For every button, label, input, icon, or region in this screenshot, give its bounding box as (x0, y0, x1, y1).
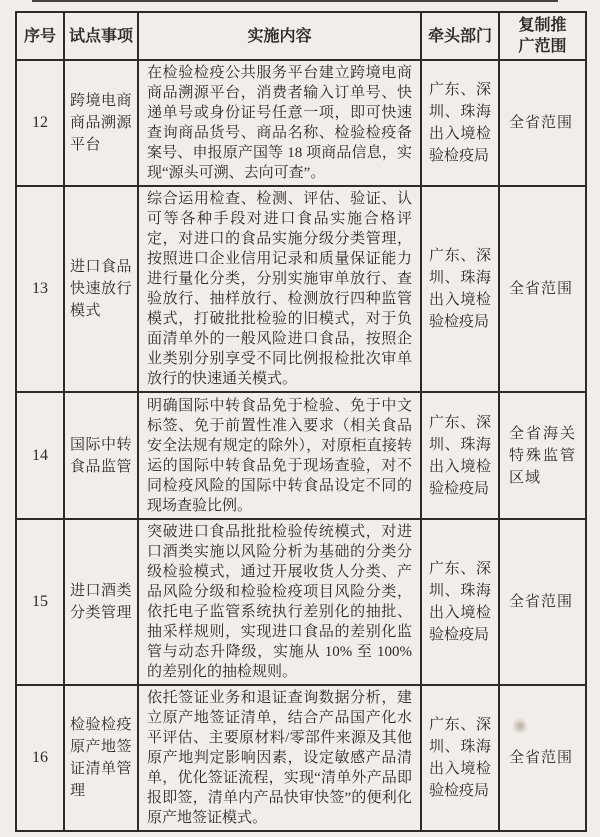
pilot-item-name: 跨境电商商品溯源平台 (64, 60, 138, 186)
col-header-scope: 复制推广范围 (499, 12, 586, 60)
replication-scope: 全省范围 (499, 186, 586, 392)
implementation-content: 在检验检疫公共服务平台建立跨境电商商品溯源平台，消费者输入订单号、快递单号或身份证号任意一项，即可快速查询商品货号、商品名称、检验检疫备案号、申报原产国等 18 项商品信息，实现“源头可溯、去向可查”。 (138, 60, 421, 186)
row-number: 12 (16, 60, 64, 186)
implementation-content: 突破进口食品批批检验传统模式，对进口酒类实施以风险分析为基础的分类分级检验模式，通过开展收货人分类、产品风险分级和检验检疫项目风险分类，依托电子监管系统执行差别化的抽批、抽采样规则，实现进口食品的差别化监管与动态升降级，实施从 10% 至 100% 的差别化的抽检规则。 (138, 519, 421, 685)
col-header-no: 序号 (16, 12, 64, 60)
pilot-item-name: 国际中转食品监管 (64, 392, 138, 519)
page-top-rule (32, 0, 558, 2)
pilot-item-name: 进口食品快速放行模式 (64, 186, 138, 392)
row-number: 14 (16, 392, 64, 519)
col-header-content: 实施内容 (138, 12, 421, 60)
table-row (16, 519, 586, 685)
replication-scope: 全省范围 (499, 60, 586, 186)
lead-department: 广东、深圳、珠海出入境检验检疫局 (421, 186, 499, 392)
table-row (16, 685, 586, 831)
lead-department: 广东、深圳、珠海出入境检验检疫局 (421, 392, 499, 519)
col-header-department: 牵头部门 (421, 12, 499, 60)
scan-smudge (512, 718, 528, 734)
row-number: 15 (16, 519, 64, 685)
replication-scope: 全省海关特殊监管区域 (499, 392, 586, 519)
table-row (16, 186, 586, 392)
lead-department: 广东、深圳、珠海出入境检验检疫局 (421, 685, 499, 831)
row-number: 13 (16, 186, 64, 392)
table-header-row (16, 12, 586, 60)
lead-department: 广东、深圳、珠海出入境检验检疫局 (421, 60, 499, 186)
implementation-content: 综合运用检查、检测、评估、验证、认可等各种手段对进口食品实施合格评定，对进口的食品实施分级分类管理，按照进口企业信用记录和质量保证能力进行量化分类，分别实施审单放行、查验放行、抽样放行、检测放行四种监管模式，打破批批检验的旧模式，对于负面清单外的一般风险进口食品，按照企业类别分别享受不同比例报检批次审单放行的快速通关模式。 (138, 186, 421, 392)
replication-scope: 全省范围 (499, 685, 586, 831)
replication-scope: 全省范围 (499, 519, 586, 685)
implementation-content: 依托签证业务和退证查询数据分析，建立原产地签证清单，结合产品国产化水平评估、主要原材料/零部件来源及其他原产地判定影响因素，设定敏感产品清单，优化签证流程，实现“清单外产品即报即签，清单内产品快审快签”的便利化原产地签证模式。 (138, 685, 421, 831)
pilot-item-name: 检验检疫原产地签证清单管理 (64, 685, 138, 831)
lead-department: 广东、深圳、珠海出入境检验检疫局 (421, 519, 499, 685)
table-row (16, 392, 586, 519)
table-row (16, 60, 586, 186)
implementation-content: 明确国际中转食品免于检验、免于中文标签、免于前置性准入要求（相关食品安全法规有规定的除外），对原柜直接转运的国际中转食品免于现场查验，对不同检疫风险的国际中转食品设定不同的现场查验比例。 (138, 392, 421, 519)
row-number: 16 (16, 685, 64, 831)
pilot-items-table (15, 11, 587, 832)
col-header-item: 试点事项 (64, 12, 138, 60)
pilot-item-name: 进口酒类分类管理 (64, 519, 138, 685)
